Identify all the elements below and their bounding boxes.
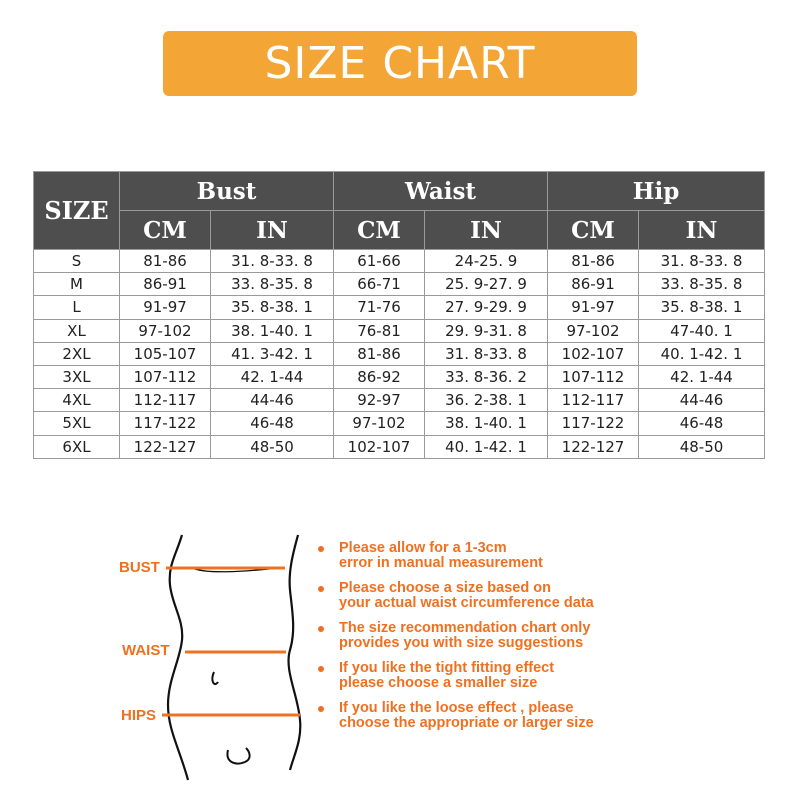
measurement-cell: 35. 8-38. 1 [639, 296, 765, 319]
body-right-outline [289, 535, 301, 770]
note-line: Please allow for a 1-3cm [339, 540, 507, 556]
bust-label: BUST [119, 559, 160, 576]
size-column-header: SIZE [34, 172, 120, 250]
measurement-cell: 44-46 [639, 389, 765, 412]
measurement-cell: 46-48 [639, 412, 765, 435]
hip-crease [227, 748, 249, 764]
unit-header: IN [639, 211, 765, 250]
unit-header: IN [425, 211, 548, 250]
measurement-cell: 97-102 [120, 319, 211, 342]
table-row [34, 365, 765, 388]
measurement-cell: 40. 1-42. 1 [425, 435, 548, 458]
table-row [34, 273, 765, 296]
measurement-cell: 25. 9-27. 9 [425, 273, 548, 296]
measurement-cell: 38. 1-40. 1 [425, 412, 548, 435]
note-text [339, 541, 543, 571]
measurement-cell: 105-107 [120, 342, 211, 365]
navel-icon [212, 672, 218, 684]
measurement-cell: 47-40. 1 [639, 319, 765, 342]
measurement-cell: 102-107 [548, 342, 639, 365]
table-row [34, 412, 765, 435]
note-line: Please choose a size based on [339, 580, 551, 596]
note-item [318, 701, 788, 731]
measurement-cell: 92-97 [334, 389, 425, 412]
note-line: please choose a smaller size [339, 675, 538, 691]
note-text [339, 661, 554, 691]
measurement-cell: 81-86 [334, 342, 425, 365]
measurement-cell: 31. 8-33. 8 [425, 342, 548, 365]
note-text [339, 701, 594, 731]
measurement-cell: 33. 8-35. 8 [211, 273, 334, 296]
measurement-cell: 81-86 [120, 250, 211, 273]
table-row [34, 296, 765, 319]
note-item [318, 581, 788, 611]
table-row [34, 389, 765, 412]
measurement-cell: 42. 1-44 [639, 365, 765, 388]
measurement-cell: 48-50 [211, 435, 334, 458]
measurement-cell: 44-46 [211, 389, 334, 412]
measurement-cell: 31. 8-33. 8 [639, 250, 765, 273]
size-cell: 2XL [34, 342, 120, 365]
table-row [34, 250, 765, 273]
note-line: error in manual measurement [339, 555, 543, 571]
unit-header: CM [120, 211, 211, 250]
note-text [339, 581, 594, 611]
measurement-cell: 76-81 [334, 319, 425, 342]
measurement-cell: 61-66 [334, 250, 425, 273]
measurement-cell: 27. 9-29. 9 [425, 296, 548, 319]
measurement-cell: 40. 1-42. 1 [639, 342, 765, 365]
table-row [34, 319, 765, 342]
measurement-cell: 29. 9-31. 8 [425, 319, 548, 342]
measurement-cell: 112-117 [548, 389, 639, 412]
size-cell: 3XL [34, 365, 120, 388]
unit-header: CM [548, 211, 639, 250]
page-title: SIZE CHART [264, 38, 536, 89]
size-cell: 6XL [34, 435, 120, 458]
note-line: choose the appropriate or larger size [339, 715, 594, 731]
measurement-cell: 71-76 [334, 296, 425, 319]
size-chart-table [33, 171, 765, 459]
measurement-cell: 91-97 [120, 296, 211, 319]
measurement-cell: 66-71 [334, 273, 425, 296]
measurement-cell: 117-122 [120, 412, 211, 435]
measurement-cell: 48-50 [639, 435, 765, 458]
table-row [34, 435, 765, 458]
measurement-cell: 102-107 [334, 435, 425, 458]
measurement-cell: 41. 3-42. 1 [211, 342, 334, 365]
measurement-cell: 35. 8-38. 1 [211, 296, 334, 319]
measurement-cell: 97-102 [334, 412, 425, 435]
bust-header: Bust [120, 172, 334, 211]
measurement-cell: 97-102 [548, 319, 639, 342]
note-item [318, 661, 788, 691]
measurement-cell: 38. 1-40. 1 [211, 319, 334, 342]
note-line: your actual waist circumference data [339, 595, 594, 611]
note-line: provides you with size suggestions [339, 635, 584, 651]
size-cell: L [34, 296, 120, 319]
unit-header: CM [334, 211, 425, 250]
measurement-cell: 24-25. 9 [425, 250, 548, 273]
bullet-icon [318, 586, 324, 592]
hips-label: HIPS [121, 707, 157, 724]
note-item [318, 621, 788, 651]
measurement-cell: 107-112 [120, 365, 211, 388]
measurement-cell: 122-127 [548, 435, 639, 458]
size-cell: XL [34, 319, 120, 342]
measurement-cell: 86-91 [548, 273, 639, 296]
note-line: If you like the tight fitting effect [339, 660, 555, 676]
measurement-cell: 122-127 [120, 435, 211, 458]
measurement-cell: 107-112 [548, 365, 639, 388]
note-item [318, 541, 788, 571]
measurement-cell: 31. 8-33. 8 [211, 250, 334, 273]
table-row [34, 342, 765, 365]
size-cell: S [34, 250, 120, 273]
measurement-cell: 117-122 [548, 412, 639, 435]
unit-header: IN [211, 211, 334, 250]
size-cell: M [34, 273, 120, 296]
measurement-cell: 86-92 [334, 365, 425, 388]
bullet-icon [318, 706, 324, 712]
note-line: The size recommendation chart only [339, 620, 591, 636]
size-cell: 5XL [34, 412, 120, 435]
body-measurement-diagram [110, 530, 320, 790]
title-banner [163, 31, 637, 96]
note-text [339, 621, 590, 651]
note-line: If you like the loose effect , please [339, 700, 574, 716]
table-body [34, 250, 765, 459]
measurement-cell: 91-97 [548, 296, 639, 319]
measurement-cell: 112-117 [120, 389, 211, 412]
measurement-cell: 81-86 [548, 250, 639, 273]
measurement-cell: 33. 8-36. 2 [425, 365, 548, 388]
waist-label: WAIST [122, 642, 170, 659]
size-cell: 4XL [34, 389, 120, 412]
measurement-cell: 46-48 [211, 412, 334, 435]
body-left-outline [168, 535, 188, 780]
bullet-icon [318, 666, 324, 672]
bullet-icon [318, 626, 324, 632]
measurement-cell: 42. 1-44 [211, 365, 334, 388]
measurement-notes [318, 541, 788, 741]
waist-header: Waist [334, 172, 548, 211]
measurement-cell: 86-91 [120, 273, 211, 296]
measurement-cell: 33. 8-35. 8 [639, 273, 765, 296]
measurement-cell: 36. 2-38. 1 [425, 389, 548, 412]
hip-header: Hip [548, 172, 765, 211]
bullet-icon [318, 546, 324, 552]
